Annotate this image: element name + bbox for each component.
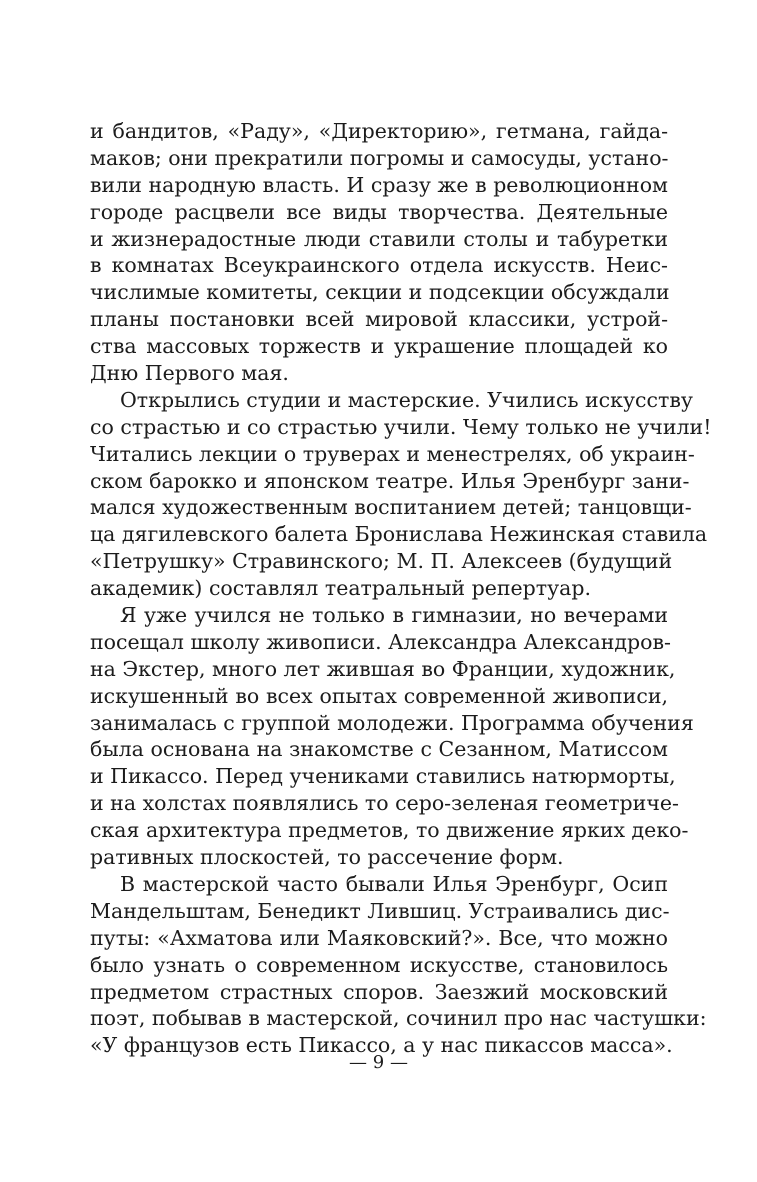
text-line: маков; они прекратили погромы и самосуды, устано- (90, 145, 669, 170)
text-line: посещал школу живописи. Александра Александров- (90, 629, 671, 654)
text-line: предметом страстных споров. Заезжий московский (90, 979, 668, 1004)
text-line: вили народную власть. И сразу же в революционном (90, 172, 668, 197)
paragraph-1 (90, 118, 668, 387)
text-line: в комнатах Всеукраинского отдела искусств. Неис- (90, 253, 668, 278)
text-line: и бандитов, «Раду», «Директорию», гетмана, гайда- (90, 119, 668, 143)
text-line: было узнать о современном искусстве, становилось (90, 952, 668, 977)
text-line: Я уже учился не только в гимназии, но вечерами (120, 603, 668, 628)
text-line: В мастерской часто бывали Илья Эренбург, Осип (120, 871, 668, 896)
text-line: поэт, побывав в мастерской, сочинил про нас частушки: (90, 1006, 707, 1031)
text-line: искушенный во всех опытах современной живописи, (90, 683, 668, 708)
text-line: и на холстах появлялись то серо-зеленая геометриче- (90, 791, 679, 816)
text-line: планы постановки всей мировой классики, устрой- (90, 307, 668, 332)
page-body (90, 118, 712, 1059)
text-line: была основана на знакомстве с Сезанном, Матиссом (90, 737, 668, 762)
text-line: ства массовых торжеств и украшение площадей ко (90, 334, 668, 359)
text-line: ском барокко и японском театре. Илья Эренбург зани- (90, 468, 690, 493)
text-line: ративных плоскостей, то рассечение форм. (90, 845, 564, 870)
text-line: «Петрушку» Стравинского; М. П. Алексеев (будущий (90, 549, 673, 574)
text-line: числимые комитеты, секции и подсекции обсуждали (90, 280, 670, 305)
text-line: Открылись студии и мастерские. Учились искусству (120, 387, 693, 412)
text-line: занималась с группой молодежи. Программа обучения (90, 710, 694, 735)
text-line: Мандельштам, Бенедикт Лившиц. Устраивались дис- (90, 898, 670, 923)
text-line: ца дягилевского балета Бронислава Нежинская ставила (90, 522, 708, 547)
text-line: ская архитектура предметов, то движение ярких деко- (90, 818, 689, 843)
text-line: и Пикассо. Перед учениками ставились натюрморты, (90, 764, 676, 789)
paragraph-2 (90, 387, 712, 602)
text-line: путы: «Ахматова или Маяковский?». Все, что можно (90, 925, 668, 950)
page-number: — 9 — (349, 1052, 408, 1073)
text-line: городе расцвели все виды творчества. Деятельные (90, 199, 668, 224)
text-line: мался художественным воспитанием детей; танцовщи- (90, 495, 692, 520)
text-line: и жизнерадостные люди ставили столы и табуретки (90, 226, 668, 251)
text-line: Читались лекции о труверах и менестрелях, об украин- (90, 441, 695, 466)
paragraph-4 (90, 871, 707, 1059)
text-line: со страстью и со страстью учили. Чему только не учили! (90, 414, 712, 439)
text-line: академик) составлял театральный репертуар. (90, 576, 592, 601)
text-line: на Экстер, много лет жившая во Франции, художник, (90, 656, 676, 681)
paragraph-3 (90, 602, 694, 871)
text-line: Дню Первого мая. (90, 361, 289, 386)
text-line: «У французов есть Пикассо, а у нас пикассов масса». (90, 1033, 673, 1058)
